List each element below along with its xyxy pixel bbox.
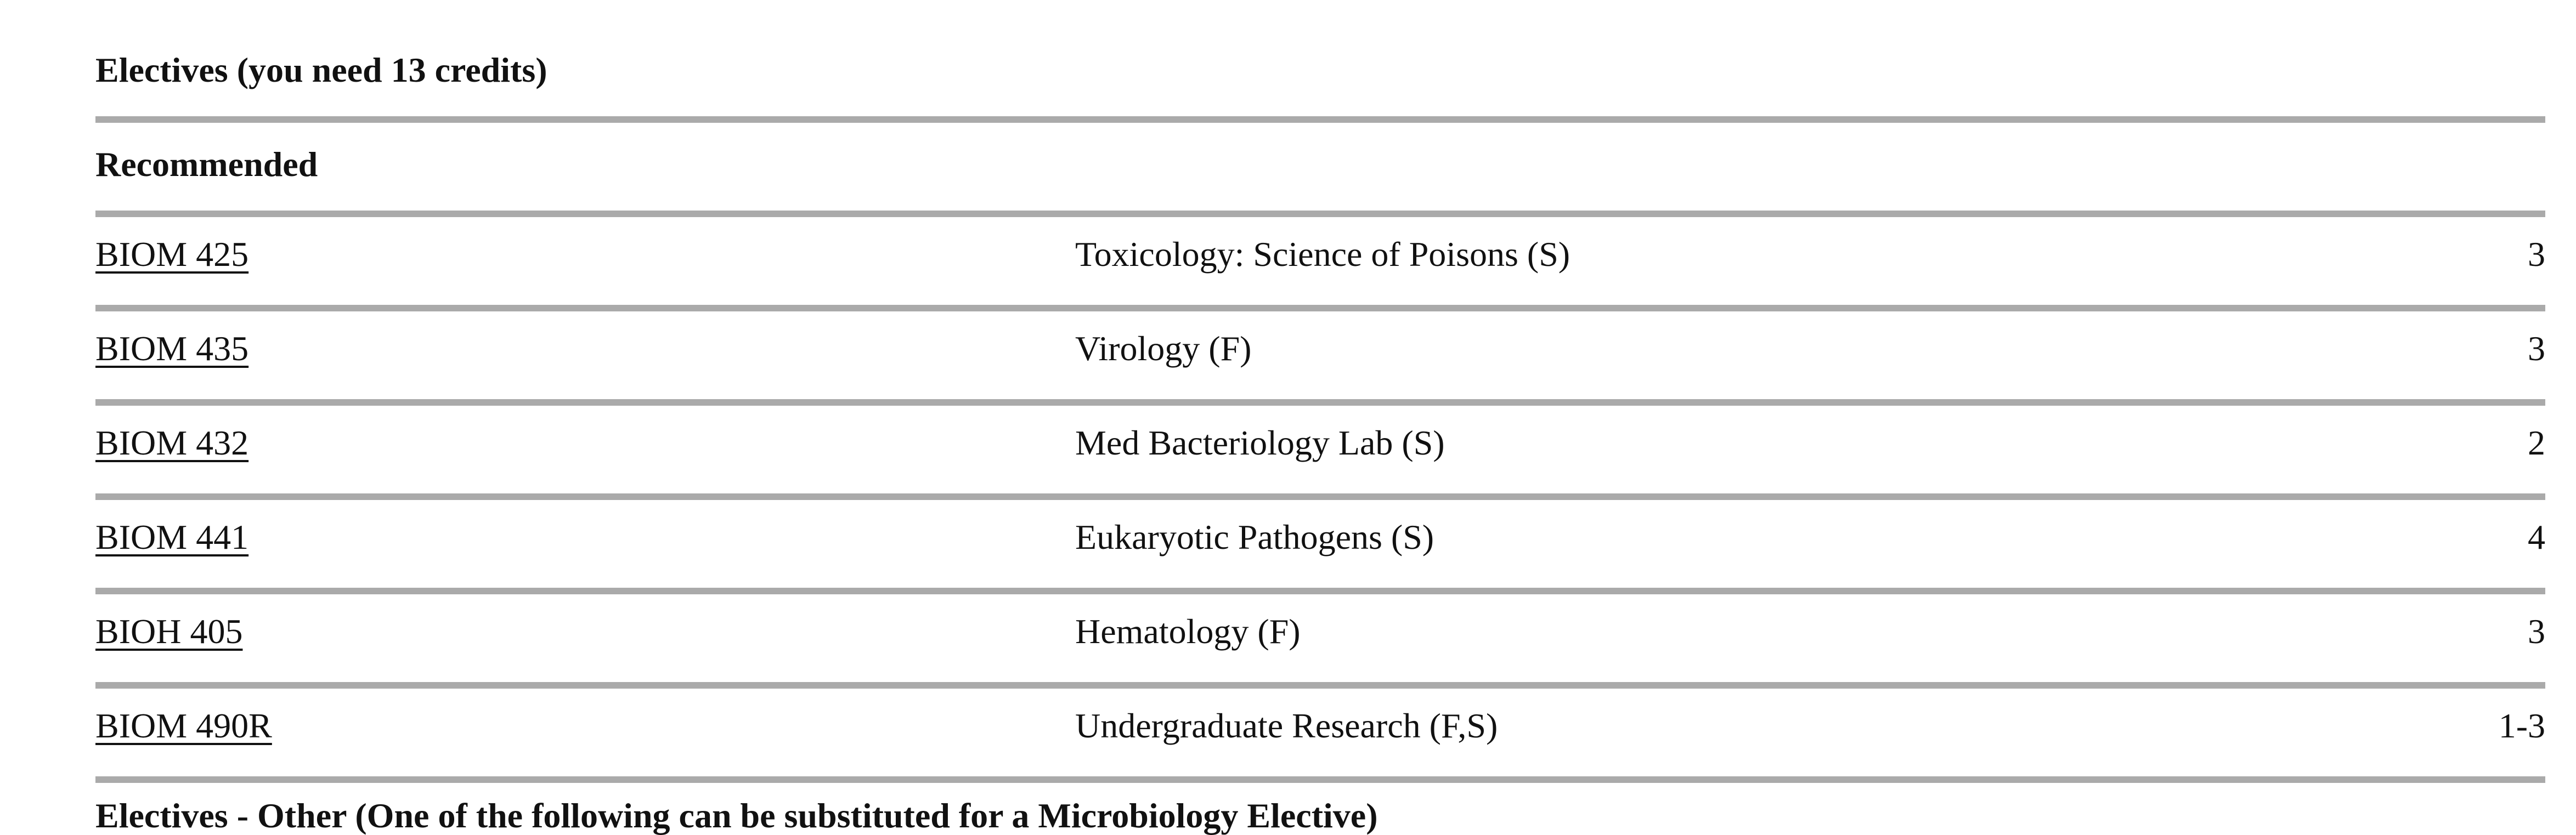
divider xyxy=(95,588,2545,594)
course-row xyxy=(95,331,2545,366)
divider xyxy=(95,116,2545,123)
divider xyxy=(95,305,2545,311)
course-credits: 1-3 xyxy=(2498,706,2545,745)
course-code-link[interactable]: BIOH 405 xyxy=(95,612,243,651)
course-row xyxy=(95,520,2545,555)
course-title: Eukaryotic Pathogens (S) xyxy=(1075,518,1434,556)
course-title: Undergraduate Research (F,S) xyxy=(1075,706,1498,745)
divider xyxy=(95,682,2545,689)
course-row xyxy=(95,425,2545,461)
course-title: Med Bacteriology Lab (S) xyxy=(1075,423,1445,462)
course-code-link[interactable]: BIOM 432 xyxy=(95,423,249,462)
course-code-link[interactable]: BIOM 435 xyxy=(95,329,249,368)
divider xyxy=(95,776,2545,783)
divider xyxy=(95,399,2545,406)
other-electives-heading: Electives - Other (One of the following can be substituted for a Microbiology Elective) xyxy=(95,796,1378,835)
course-title: Hematology (F) xyxy=(1075,612,1301,651)
recommended-subheading: Recommended xyxy=(95,145,318,184)
course-row xyxy=(95,708,2545,743)
course-title: Virology (F) xyxy=(1075,329,1252,368)
course-credits: 3 xyxy=(2528,329,2545,368)
course-credits: 4 xyxy=(2528,518,2545,556)
course-credits: 2 xyxy=(2528,423,2545,462)
course-row xyxy=(95,614,2545,649)
course-credits: 3 xyxy=(2528,235,2545,274)
course-title: Toxicology: Science of Poisons (S) xyxy=(1075,235,1571,274)
course-credits: 3 xyxy=(2528,612,2545,651)
electives-heading: Electives (you need 13 credits) xyxy=(95,50,547,89)
divider xyxy=(95,211,2545,217)
course-code-link[interactable]: BIOM 425 xyxy=(95,235,249,274)
course-row xyxy=(95,237,2545,272)
course-code-link[interactable]: BIOM 490R xyxy=(95,706,272,745)
course-code-link[interactable]: BIOM 441 xyxy=(95,518,249,556)
divider xyxy=(95,493,2545,500)
